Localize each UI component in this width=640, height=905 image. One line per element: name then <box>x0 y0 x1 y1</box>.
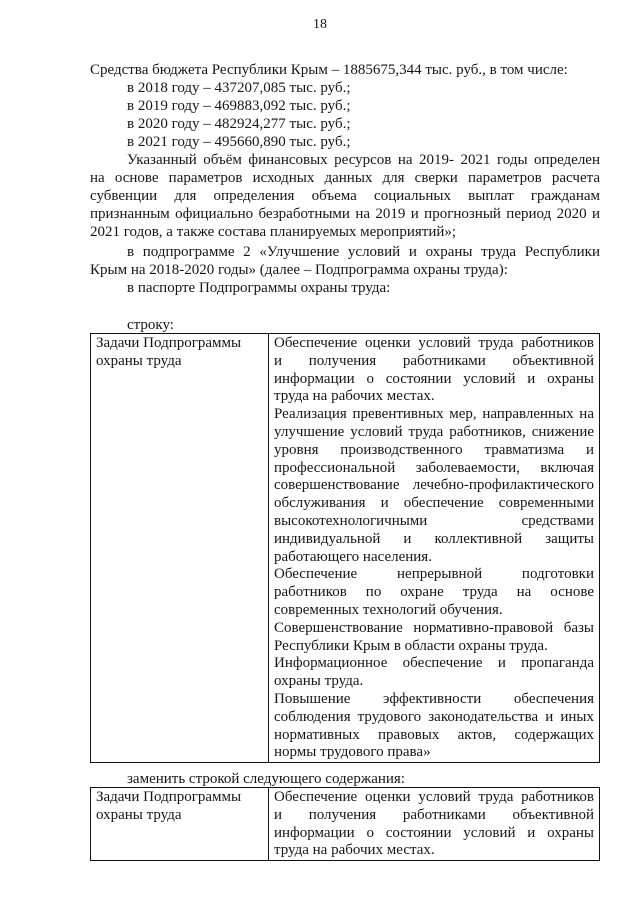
tasks-content-line: Обеспечение непрерывной подготовки <box>274 566 594 583</box>
tasks-content-line: работников по охране труда на основе <box>274 584 594 601</box>
tasks-label-line: Задачи Подпрограммы <box>96 335 242 351</box>
tasks-content-line: труда на рабочих местах. <box>274 842 435 859</box>
new-row-intro: заменить строкой следующего содержания: <box>127 771 405 787</box>
tasks-content-line: Повышение эффективности обеспечения <box>274 690 594 707</box>
tasks-label-line: охраны труда <box>96 352 182 369</box>
tasks-content-line: индивидуальной и коллективной защиты <box>274 530 594 547</box>
tasks-content-line: информации о состоянии условий и охраны <box>274 824 594 841</box>
tasks-content-line: Реализация превентивных мер, направленных на <box>274 406 594 423</box>
tasks-content-line: информации о состоянии условий и охраны <box>274 370 594 387</box>
tasks-label-cell <box>91 334 269 762</box>
subprogram-reference-line: Крым на 2018-2020 годы» (далее – Подпрограмма охраны труда): <box>90 262 508 278</box>
budget-total-line: Средства бюджета Республики Крым – 1885675,344 тыс. руб., в том числе: <box>90 62 568 78</box>
tasks-content-line: нормативных правовых актов, содержащих <box>274 726 594 743</box>
page-number: 18 <box>313 17 327 32</box>
tasks-content-cell <box>269 788 599 860</box>
old-row-table <box>90 333 600 763</box>
tasks-content-cell <box>269 334 599 762</box>
tasks-content-line: улучшение условий труда работников, снижение <box>274 423 594 440</box>
tasks-content-line: Обеспечение оценки условий труда работников <box>274 789 594 805</box>
tasks-content-line: современных технологий обучения. <box>274 601 503 618</box>
subprogram-section <box>90 243 600 297</box>
tasks-content-line: совершенствование лечебно-профилактического <box>274 477 594 494</box>
funding-note-line: Указанный объём финансовых ресурсов на 2019- 2021 годы определен <box>127 152 600 168</box>
year-allocation-line: в 2021 году – 495660,890 тыс. руб.; <box>127 134 351 150</box>
passport-line: в паспорте Подпрограммы охраны труда: <box>127 280 391 296</box>
tasks-content-line: работающего населения. <box>274 548 432 565</box>
tasks-content-line: соблюдения трудового законодательства и иных <box>274 708 594 725</box>
tasks-content-line: нормы трудового права» <box>274 744 431 761</box>
tasks-content-line: Обеспечение оценки условий труда работников <box>274 335 594 351</box>
tasks-label-cell <box>91 788 269 860</box>
tasks-content-line: и получения работниками объективной <box>274 352 594 369</box>
tasks-content-line: уровня производственного травматизма и <box>274 441 594 458</box>
tasks-content-line: труда на рабочих местах. <box>274 388 435 405</box>
funding-section <box>90 61 600 241</box>
tasks-content-line: охраны труда. <box>274 673 364 690</box>
tasks-content-line: Республики Крым в области охраны труда. <box>274 637 548 654</box>
funding-note-line: субвенции для определения объема социальных выплат гражданам <box>90 188 600 204</box>
subprogram-reference-line: в подпрограмме 2 «Улучшение условий и охраны труда Республики <box>127 244 600 260</box>
tasks-content-line: Совершенствование нормативно-правовой базы <box>274 619 594 636</box>
old-row-intro-block <box>90 316 600 334</box>
new-row-table <box>90 787 600 861</box>
tasks-content-line: и получения работниками объективной <box>274 806 594 823</box>
tasks-label-line: охраны труда <box>96 806 182 823</box>
funding-note-line: 2021 годов, а также состава планируемых мероприятий»; <box>90 224 457 240</box>
funding-note-line: на основе параметров исходных данных для сверки параметров расчета <box>90 170 600 186</box>
old-row-intro: строку: <box>127 317 174 333</box>
tasks-content-line: профессиональной заболеваемости, включая <box>274 459 594 476</box>
tasks-label-line: Задачи Подпрограммы <box>96 789 242 805</box>
tasks-content-line: Информационное обеспечение и пропаганда <box>274 655 594 672</box>
tasks-content-line: высокотехнологичными средствами <box>274 512 594 529</box>
tasks-content-line: обслуживания и обеспечение современными <box>274 495 594 512</box>
new-row-intro-block <box>90 770 600 788</box>
year-allocation-line: в 2020 году – 482924,277 тыс. руб.; <box>127 116 351 132</box>
year-allocation-line: в 2018 году – 437207,085 тыс. руб.; <box>127 80 351 96</box>
funding-note-line: признанным официально безработными на 2019 и прогнозный период 2020 и <box>90 206 600 222</box>
year-allocation-line: в 2019 году – 469883,092 тыс. руб.; <box>127 98 351 114</box>
